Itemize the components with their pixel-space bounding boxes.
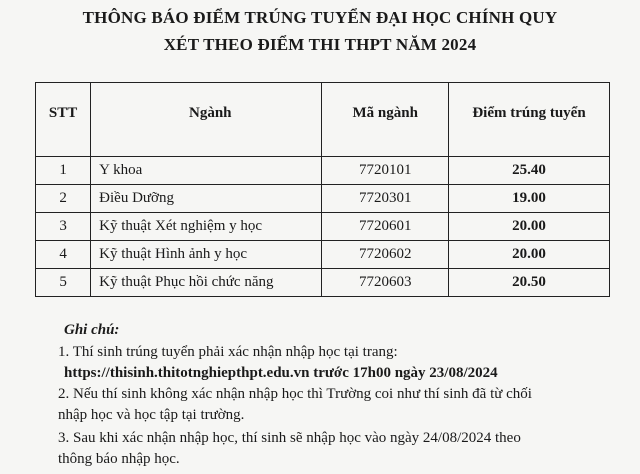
row-major: Kỹ thuật Xét nghiệm y học [91, 213, 322, 241]
row-major: Điều Dưỡng [91, 185, 322, 213]
note-2-line2: nhập học và học tập tại trường. [58, 407, 245, 423]
row-stt: 5 [36, 269, 91, 297]
header-code: Mã ngành [322, 83, 449, 157]
row-code: 7720602 [322, 241, 449, 269]
header-score: Điểm trúng tuyển [449, 83, 610, 157]
table-row [36, 241, 610, 269]
note-3-line2: thông báo nhập học. [58, 451, 180, 467]
row-score: 25.40 [449, 157, 610, 185]
note-1: 1. Thí sinh trúng tuyển phải xác nhận nhập học tại trang: [58, 344, 398, 360]
row-code: 7720101 [322, 157, 449, 185]
notes-title: Ghi chú: [64, 322, 120, 338]
row-score: 20.00 [449, 241, 610, 269]
row-score: 20.50 [449, 269, 610, 297]
row-code: 7720301 [322, 185, 449, 213]
table-row [36, 185, 610, 213]
note-3-line1: 3. Sau khi xác nhận nhập học, thí sinh sẽ nhập học vào ngày 24/08/2024 theo [58, 430, 521, 446]
note-1-link-line [64, 365, 498, 382]
row-code: 7720601 [322, 213, 449, 241]
row-major: Kỹ thuật Hình ảnh y học [91, 241, 322, 269]
document-title-line1: THÔNG BÁO ĐIỂM TRÚNG TUYỂN ĐẠI HỌC CHÍNH QUY [82, 8, 558, 27]
note-2-line1: 2. Nếu thí sinh không xác nhận nhập học thì Trường coi như thí sinh đã từ chối [58, 386, 532, 402]
table-row [36, 213, 610, 241]
row-score: 19.00 [449, 185, 610, 213]
row-major: Y khoa [91, 157, 322, 185]
document-title-line2: XÉT THEO ĐIỂM THI THPT NĂM 2024 [163, 35, 477, 54]
row-stt: 1 [36, 157, 91, 185]
table-row [36, 157, 610, 185]
row-stt: 2 [36, 185, 91, 213]
enrollment-deadline: trước 17h00 ngày 23/08/2024 [313, 365, 498, 381]
row-code: 7720603 [322, 269, 449, 297]
row-major: Kỹ thuật Phục hồi chức năng [91, 269, 322, 297]
header-major: Ngành [91, 83, 322, 157]
header-stt: STT [36, 83, 91, 157]
enrollment-link[interactable]: https://thisinh.thitotnghiepthpt.edu.vn [64, 365, 310, 381]
row-stt: 4 [36, 241, 91, 269]
row-stt: 3 [36, 213, 91, 241]
table-header-row [36, 83, 610, 157]
row-score: 20.00 [449, 213, 610, 241]
table-row [36, 269, 610, 297]
admission-score-table [35, 82, 610, 297]
